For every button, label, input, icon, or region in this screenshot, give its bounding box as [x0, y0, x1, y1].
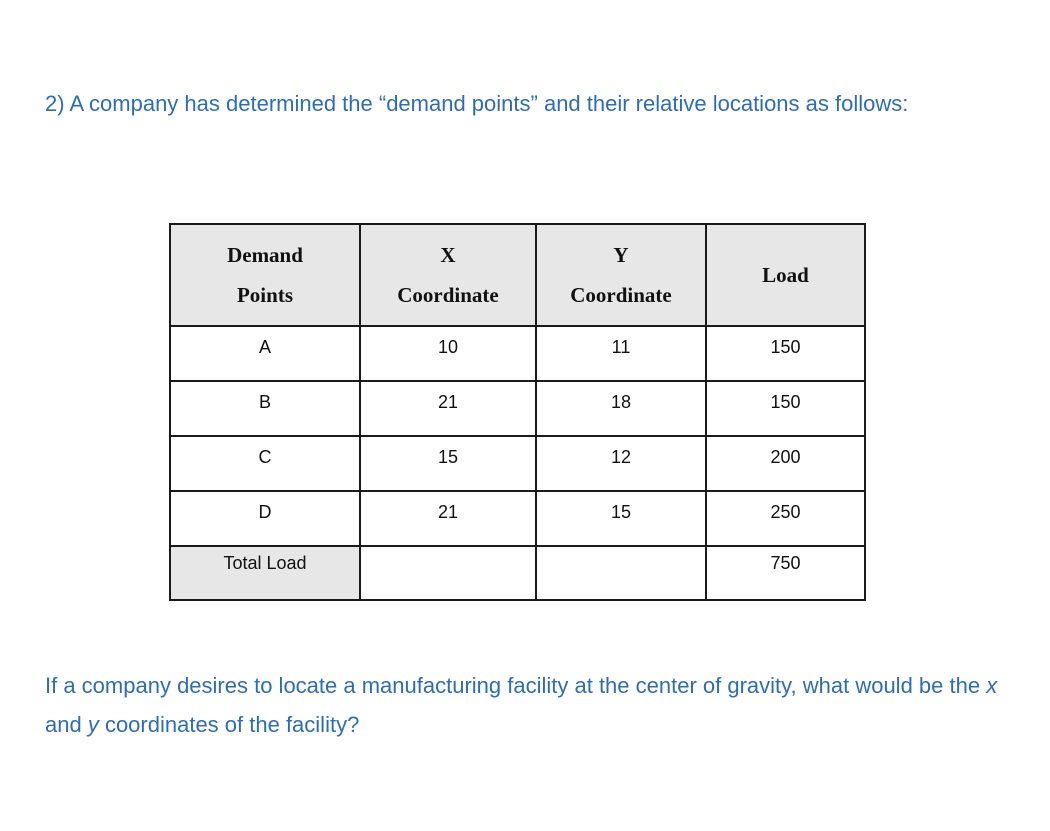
question-text-mid: and — [45, 712, 88, 737]
question-y-variable: y — [87, 712, 99, 737]
header-x-coordinate — [360, 224, 536, 326]
header-y-coordinate — [536, 224, 706, 326]
table-header-row — [170, 224, 865, 326]
header-y-coordinate-line2: Coordinate — [570, 283, 672, 307]
cell-y: 15 — [536, 491, 706, 546]
question-x-variable: x — [986, 673, 998, 698]
header-load: Load — [706, 224, 865, 326]
cell-y: 11 — [536, 326, 706, 381]
cell-point: A — [170, 326, 360, 381]
cell-point: D — [170, 491, 360, 546]
total-load-value: 750 — [706, 546, 865, 600]
header-demand-points-line1: Demand — [227, 243, 303, 267]
table-row — [170, 381, 865, 436]
total-load-label: Total Load — [170, 546, 360, 600]
header-demand-points-line2: Points — [236, 283, 293, 307]
question-paragraph — [45, 666, 1005, 744]
cell-y: 18 — [536, 381, 706, 436]
cell-y: 12 — [536, 436, 706, 491]
question-text-part2: coordinates of the facility? — [98, 712, 360, 737]
intro-paragraph: 2) A company has determined the “demand points” and their relative locations as follows: — [45, 91, 909, 116]
cell-point: B — [170, 381, 360, 436]
question-text-part1: If a company desires to locate a manufacturing facility at the center of gravity, what would be the — [45, 673, 987, 698]
header-x-coordinate-line2: Coordinate — [397, 283, 499, 307]
cell-x: 21 — [360, 491, 536, 546]
cell-point: C — [170, 436, 360, 491]
table-row — [170, 436, 865, 491]
total-y-empty — [536, 546, 706, 600]
cell-x: 15 — [360, 436, 536, 491]
total-load-row — [170, 546, 865, 600]
cell-load: 150 — [706, 381, 865, 436]
cell-load: 150 — [706, 326, 865, 381]
cell-load: 250 — [706, 491, 865, 546]
table-row — [170, 326, 865, 381]
cell-x: 21 — [360, 381, 536, 436]
total-x-empty — [360, 546, 536, 600]
header-x-coordinate-line1: X — [440, 243, 456, 267]
table-row — [170, 491, 865, 546]
cell-x: 10 — [360, 326, 536, 381]
header-demand-points — [170, 224, 360, 326]
cell-load: 200 — [706, 436, 865, 491]
header-y-coordinate-line1: Y — [613, 243, 629, 267]
demand-points-table — [169, 223, 866, 601]
